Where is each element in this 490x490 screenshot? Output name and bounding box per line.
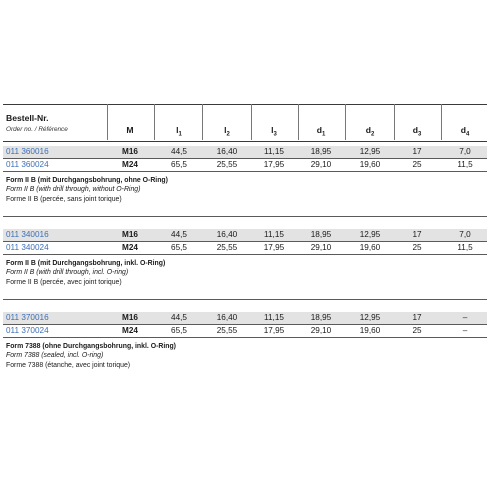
table-row [3,325,487,337]
cell-d3: 17 [412,147,422,156]
cell-d3: 17 [412,313,422,322]
cell-l3: 11,15 [264,147,284,156]
column-l3: $l_3$ [271,125,277,138]
column-d3: $d_3$ [412,125,422,138]
column-l1: $l_1$ [176,125,182,138]
table-row [3,312,487,324]
product-group-3 [3,300,487,378]
column-divider [251,104,252,140]
table-header [3,104,487,142]
order-number: 011 340024 [6,243,49,252]
description-french: Forme II B (percée, sans joint torique) [6,195,122,203]
cell-d1: 29,10 [310,160,332,169]
group-description [3,338,487,378]
cell-l2: 25,55 [216,326,238,335]
order-number: 011 370016 [6,313,49,322]
cell-l3: 11,15 [264,230,284,239]
group-description [3,255,487,300]
cell-l3: 11,15 [264,313,284,322]
column-d1: $d_1$ [316,125,326,138]
column-divider [202,104,203,140]
cell-l1: 44,5 [171,313,187,322]
cell-l3: 17,95 [263,160,285,169]
column-divider [441,104,442,140]
description-german: Form 7388 (ohne Durchgangsbohrung, inkl. O-Ring) [6,343,176,350]
cell-l1: 44,5 [171,147,187,156]
order-number: 011 360024 [6,160,49,169]
cell-l2: 16,40 [216,147,238,156]
column-divider [107,104,108,140]
cell-l1: 65,5 [171,326,187,335]
cell-d4: 11,5 [457,243,473,252]
order-number-subheading: Order no. / Référence [6,126,68,133]
product-group-2 [3,217,487,300]
cell-l2: 25,55 [216,160,238,169]
cell-d1: 18,95 [310,313,332,322]
cell-l1: 65,5 [171,160,187,169]
cell-d2: 19,60 [359,243,381,252]
cell-l3: 17,95 [263,326,285,335]
cell-l1: 44,5 [171,230,187,239]
cell-d4: 7,0 [459,147,471,156]
cell-d1: 18,95 [310,147,332,156]
column-d4: $d_4$ [460,125,470,138]
description-french: Forme II B (percée, avec joint torique) [6,278,122,286]
table-row [3,242,487,254]
product-table [3,104,487,378]
order-number: 011 340016 [6,230,49,239]
cell-m: M24 [122,160,138,169]
cell-d2: 12,95 [359,313,381,322]
description-english: Form II B (with drill through, incl. O-ring) [6,269,129,277]
cell-d1: 29,10 [310,243,332,252]
column-d2: $d_2$ [365,125,375,138]
cell-d4: – [462,326,468,335]
cell-d3: 25 [412,243,422,252]
cell-d3: 25 [412,160,422,169]
description-english: Form II B (with drill through, without O-Ring) [6,186,141,194]
column-m: M [126,125,134,135]
column-divider [154,104,155,140]
product-group-1 [3,142,487,217]
cell-m: M16 [122,313,138,322]
column-divider [298,104,299,140]
cell-m: M16 [122,230,138,239]
cell-m: M16 [122,147,138,156]
cell-d4: – [462,313,468,322]
description-french: Forme 7388 (étanche, avec joint torique) [6,361,131,369]
cell-d2: 12,95 [359,230,381,239]
column-l2: $l_2$ [224,125,230,138]
table-row [3,146,487,158]
order-number-heading: Bestell-Nr. [6,113,49,123]
cell-m: M24 [122,243,138,252]
cell-m: M24 [122,326,138,335]
cell-l2: 16,40 [216,230,238,239]
description-german: Form II B (mit Durchgangsbohrung, inkl. O-Ring) [6,260,166,267]
column-divider [394,104,395,140]
cell-l1: 65,5 [171,243,187,252]
cell-d2: 12,95 [359,147,381,156]
cell-d3: 17 [412,230,422,239]
table-row [3,229,487,241]
cell-l3: 17,95 [263,243,285,252]
group-description [3,172,487,217]
cell-d2: 19,60 [359,160,381,169]
cell-d3: 25 [412,326,422,335]
cell-d4: 7,0 [459,230,471,239]
cell-l2: 25,55 [216,243,238,252]
description-english: Form 7388 (sealed, incl. O-ring) [6,352,104,360]
order-number: 011 360016 [6,147,49,156]
cell-d4: 11,5 [457,160,473,169]
cell-d1: 29,10 [310,326,332,335]
column-divider [345,104,346,140]
description-german: Form II B (mit Durchgangsbohrung, ohne O-Ring) [6,177,168,184]
table-row [3,159,487,171]
cell-d2: 19,60 [359,326,381,335]
cell-l2: 16,40 [216,313,238,322]
cell-d1: 18,95 [310,230,332,239]
order-number: 011 370024 [6,326,49,335]
